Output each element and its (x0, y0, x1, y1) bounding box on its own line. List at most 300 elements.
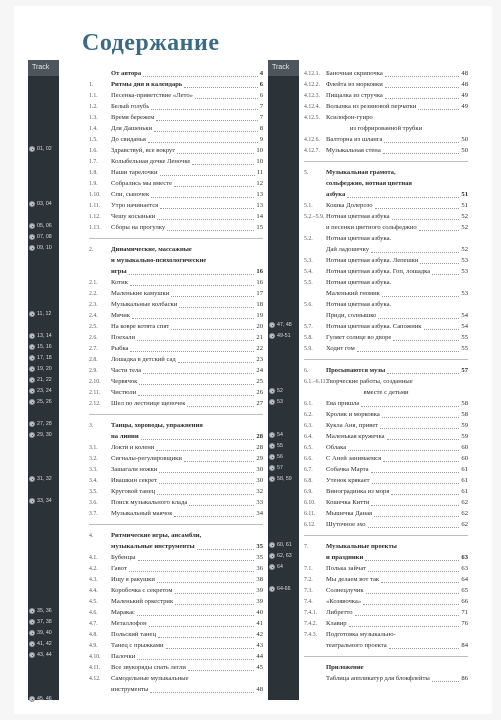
toc-entry-title: Спи, сыночек (111, 191, 150, 198)
toc-entry (304, 122, 468, 133)
toc-entry (304, 617, 468, 628)
toc-entry-number: 2.1. (89, 280, 98, 286)
toc-entry (89, 463, 263, 474)
toc-entry (304, 518, 468, 529)
toc-entry (304, 298, 468, 309)
toc-section-heading (304, 166, 468, 177)
toc-entry-number: 4.11. (89, 665, 101, 671)
toc-leader-dots (184, 461, 255, 462)
toc-leader-dots (138, 395, 254, 396)
track-number-label: 39, 40 (37, 630, 52, 636)
track-number (28, 364, 59, 375)
toc-entry-number: 5.2.–5.9. (304, 214, 325, 220)
toc-entry-number: 5.1. (304, 203, 313, 209)
toc-section-heading (89, 265, 263, 276)
toc-page-number: 27 (256, 400, 263, 407)
toc-entry (304, 397, 468, 408)
toc-entry-number: 4.12.1. (304, 71, 320, 77)
toc-leader-dots (159, 472, 254, 473)
toc-entry-title: Баночная скрипочка (326, 70, 383, 77)
toc-entry (89, 639, 263, 650)
track-column-right (268, 60, 299, 700)
toc-entry-number: 4.12.4. (304, 104, 320, 110)
toc-entry (89, 595, 263, 606)
toc-page-number: 25 (256, 378, 263, 385)
track-number-label: 19, 20 (37, 366, 52, 372)
toc-entry-number: 4.10. (89, 654, 101, 660)
toc-page-number: 19 (256, 312, 263, 319)
toc-entry (304, 628, 468, 639)
toc-entry-title: Маракас (111, 609, 135, 616)
track-number-label: 49-51 (277, 333, 291, 339)
toc-page-number: 48 (256, 686, 263, 693)
track-number-label: 64 (277, 564, 283, 570)
toc-leader-dots (355, 615, 460, 616)
toc-column-left (89, 67, 263, 697)
toc-entry-title: Танцы, хороводы, упражнения (111, 422, 203, 429)
toc-entry-number: 5.9. (304, 346, 313, 352)
toc-leader-dots (157, 219, 254, 220)
toc-page-number: 7 (259, 114, 263, 121)
track-number-label: 56 (277, 454, 283, 460)
toc-section-heading (89, 540, 263, 551)
toc-section-heading (304, 551, 468, 562)
toc-entry (89, 617, 263, 628)
toc-leader-dots (348, 450, 459, 451)
track-number (28, 353, 59, 364)
toc-leader-dots (132, 318, 254, 319)
toc-leader-dots (385, 76, 460, 77)
toc-entry-title: Нотная цветная азбука. (326, 235, 392, 242)
toc-entry-title: Ритмические игры, ансамбли, (111, 532, 202, 539)
toc-leader-dots (137, 615, 254, 616)
toc-leader-dots (171, 329, 254, 330)
toc-entry-number: 7.4.2. (304, 621, 318, 627)
toc-entry-number: 1.8. (89, 170, 98, 176)
cd-icon (29, 432, 35, 438)
toc-leader-dots (175, 604, 254, 605)
toc-entry-title: Рыбка (111, 345, 129, 352)
toc-entry-title: Нотная цветная азбука. Гоп, лошадка (326, 268, 431, 275)
toc-entry-title: Приложение (326, 664, 364, 671)
toc-entry-title: Наши тарелочки (111, 169, 158, 176)
toc-entry (304, 89, 468, 100)
toc-entry-title: Ксилофон-гуиро (326, 114, 373, 121)
toc-section-heading (89, 430, 263, 441)
toc-leader-dots (368, 571, 459, 572)
toc-section-heading (89, 254, 263, 265)
toc-page-number: 33 (256, 499, 263, 506)
toc-leader-dots (432, 274, 459, 275)
toc-entry (89, 188, 263, 199)
track-header-left: Track (28, 60, 59, 76)
toc-page-number: 32 (256, 488, 263, 495)
cd-icon (29, 234, 35, 240)
toc-leader-dots (385, 87, 460, 88)
toc-leader-dots (141, 439, 255, 440)
toc-leader-dots (419, 230, 460, 231)
toc-entry (304, 496, 468, 507)
toc-entry-title: из гофрированной трубки (349, 125, 423, 132)
track-number (28, 628, 59, 639)
toc-entry-number: 1.11. (89, 203, 101, 209)
cd-icon (29, 476, 35, 482)
toc-entry-title: инструменты (111, 686, 149, 693)
toc-page-number: 10 (256, 158, 263, 165)
toc-page-number: 45 (256, 664, 263, 671)
toc-leader-dots (187, 406, 254, 407)
track-number (268, 452, 299, 463)
track-number-label: 01, 02 (37, 146, 52, 152)
toc-entry-number: 7.3. (304, 588, 313, 594)
toc-leader-dots (174, 516, 254, 517)
toc-entry (89, 100, 263, 111)
toc-page-number: 29 (256, 455, 263, 462)
track-number-label: 17, 18 (37, 355, 52, 361)
toc-entry-title: и музыкально-психологические (111, 257, 207, 264)
toc-leader-dots (174, 186, 254, 187)
track-number-label: 53 (277, 399, 283, 405)
toc-entry-title: Собачка Марта (326, 466, 369, 473)
toc-page-number: 58 (461, 411, 468, 418)
toc-entry (304, 232, 468, 243)
toc-entry (304, 595, 468, 606)
toc-leader-dots (171, 296, 254, 297)
track-number (28, 650, 59, 661)
toc-entry-title: Танец с прыжками (111, 642, 164, 649)
toc-page-number: 54 (461, 323, 468, 330)
cd-icon (269, 454, 275, 460)
toc-entry-title: Чешу косыньки (111, 213, 156, 220)
toc-entry-title: Приди, солнышко (326, 312, 377, 319)
toc-section-heading (89, 419, 263, 430)
toc-leader-dots (158, 637, 254, 638)
toc-page-number: 66 (461, 598, 468, 605)
toc-entry (304, 111, 468, 122)
toc-entry-number: 7.4. (304, 599, 313, 605)
toc-entry-number: 2. (89, 247, 94, 253)
toc-entry-number: 1.1. (89, 93, 98, 99)
track-number (28, 419, 59, 430)
toc-entry-title: Ходит гом (326, 345, 355, 352)
toc-entry-title: Мячик (111, 312, 130, 319)
toc-leader-dots (418, 109, 459, 110)
toc-page-number: 43 (256, 642, 263, 649)
track-number (28, 309, 59, 320)
toc-page-number: 23 (256, 356, 263, 363)
toc-entry-title: Дай ладошечку (326, 246, 370, 253)
cd-icon (29, 333, 35, 339)
toc-leader-dots (160, 208, 254, 209)
toc-entry-number: 7.4.3. (304, 632, 318, 638)
toc-page-number: 16 (256, 268, 263, 275)
toc-entry-title: на линии (111, 433, 139, 440)
cd-icon (269, 542, 275, 548)
track-number-label: 35, 36 (37, 608, 52, 614)
toc-entry-title: Бубенцы (111, 554, 136, 561)
toc-entry (89, 166, 263, 177)
toc-page-number: 35 (256, 554, 263, 561)
toc-entry-number: 4.12. (89, 676, 101, 682)
track-number-label: 25, 26 (37, 399, 52, 405)
toc-entry-number: 2.8. (89, 357, 98, 363)
section-divider (304, 161, 468, 162)
toc-leader-dots (150, 692, 254, 693)
toc-leader-dots (156, 120, 257, 121)
cd-icon (29, 399, 35, 405)
toc-page-number: 76 (461, 620, 468, 627)
toc-entry-title: Просыпаются музы (326, 367, 386, 374)
toc-entry-title: Музыкальные проекты (326, 543, 397, 550)
toc-entry-title: Маленькая кружечка (326, 433, 385, 440)
toc-leader-dots (149, 626, 255, 627)
toc-entry-title: Утро начинается (111, 202, 159, 209)
toc-entry-number: 5.7. (304, 324, 313, 330)
toc-entry (89, 474, 263, 485)
toc-entry (89, 606, 263, 617)
toc-page-number: 7 (259, 103, 263, 110)
toc-entry-number: 2.2. (89, 291, 98, 297)
toc-page-number: 54 (461, 312, 468, 319)
toc-entry-title: Котик (111, 279, 128, 286)
cd-icon (269, 465, 275, 471)
toc-entry (304, 485, 468, 496)
toc-page-number: 62 (461, 510, 468, 517)
toc-entry (89, 342, 263, 353)
toc-entry-number: 6.11. (304, 511, 316, 517)
track-number (28, 375, 59, 386)
toc-entry-number: 4.12.6. (304, 137, 320, 143)
toc-entry (89, 89, 263, 100)
toc-leader-dots (372, 483, 460, 484)
toc-leader-dots (371, 252, 459, 253)
toc-entry-number: 6.1. (304, 401, 313, 407)
toc-entry-number: 4.4. (89, 588, 98, 594)
toc-entry-number: 3.4. (89, 478, 98, 484)
toc-entry (89, 672, 263, 683)
toc-leader-dots (378, 318, 459, 319)
toc-page-number: 62 (461, 521, 468, 528)
toc-page-number: 14 (256, 213, 263, 220)
toc-entry (304, 606, 468, 617)
track-number (268, 540, 299, 551)
toc-entry-number: 2.12. (89, 401, 101, 407)
toc-entry (89, 496, 263, 507)
toc-page-number: 9 (259, 136, 263, 143)
toc-page-number: 13 (256, 191, 263, 198)
toc-entry-title: Динамические, массажные (111, 246, 192, 253)
toc-page-number: 4 (259, 70, 263, 77)
toc-entry (304, 199, 468, 210)
toc-page-number: 65 (461, 587, 468, 594)
toc-entry (304, 419, 468, 430)
toc-entry-title: Металлофон (111, 620, 147, 627)
toc-entry-number: 4.5. (89, 599, 98, 605)
toc-page-number: 51 (461, 191, 468, 198)
toc-entry-number: 5.8. (304, 335, 313, 341)
cd-icon (269, 586, 275, 592)
toc-entry (89, 122, 263, 133)
toc-entry (89, 199, 263, 210)
toc-entry-title: и песенки цветного сольфеджио (326, 224, 417, 231)
toc-leader-dots (129, 274, 255, 275)
track-number-label: 07, 08 (37, 234, 52, 240)
toc-page-number: 58 (461, 400, 468, 407)
toc-entry-title: Круговой танец (111, 488, 156, 495)
toc-entry (304, 441, 468, 452)
toc-entry-number: 6.12. (304, 522, 316, 528)
track-number (268, 441, 299, 452)
toc-entry-title: Гавот (111, 565, 127, 572)
toc-entry (304, 265, 468, 276)
toc-entry-number: 6.8. (304, 478, 313, 484)
toc-entry (304, 144, 468, 155)
cd-icon (29, 498, 35, 504)
toc-leader-dots (192, 164, 254, 165)
toc-entry (304, 342, 468, 353)
cd-icon (29, 619, 35, 625)
toc-entry-number: 2.7. (89, 346, 98, 352)
toc-leader-dots (371, 472, 460, 473)
toc-entry-number: 1.13. (89, 225, 101, 231)
track-number (28, 144, 59, 155)
toc-leader-dots (375, 208, 460, 209)
cd-icon (29, 344, 35, 350)
toc-entry (304, 221, 468, 232)
track-number (28, 221, 59, 232)
toc-entry-title: Нотная цветная азбука. Сапожник (326, 323, 422, 330)
toc-leader-dots (151, 109, 257, 110)
track-number-label: 03, 04 (37, 201, 52, 207)
toc-section-heading (304, 188, 468, 199)
cd-icon (29, 146, 35, 152)
toc-entry-title: вместе с детьми (363, 389, 409, 396)
toc-entry (89, 353, 263, 364)
toc-entry-number: 5.5. (304, 280, 313, 286)
track-number-label: 52 (277, 388, 283, 394)
toc-entry-number: 6.7. (304, 467, 313, 473)
toc-entry-number: 7. (304, 544, 309, 550)
toc-entry-title: игры (111, 268, 127, 275)
toc-entry-title: Полька зайчат (326, 565, 366, 572)
cd-icon (29, 421, 35, 427)
toc-entry (89, 507, 263, 518)
toc-entry-number: 6.5. (304, 445, 313, 451)
toc-page-number: 60 (461, 444, 468, 451)
track-number (28, 232, 59, 243)
toc-page-number: 11 (256, 169, 263, 176)
track-number (268, 320, 299, 331)
toc-entry-number: 7.4.1. (304, 610, 318, 616)
toc-entry (304, 78, 468, 89)
toc-entry-number: 2.3. (89, 302, 98, 308)
track-number (268, 463, 299, 474)
toc-leader-dots (392, 219, 460, 220)
track-number (268, 386, 299, 397)
toc-entry-title: Ищу я ракушки (111, 576, 155, 583)
track-number (268, 331, 299, 342)
track-number (28, 243, 59, 254)
toc-entry (304, 276, 468, 287)
toc-entry-number: 4.3. (89, 577, 98, 583)
track-header-right: Track (268, 60, 299, 76)
toc-page-number: 10 (256, 147, 263, 154)
track-column-left (28, 60, 59, 700)
toc-entry-number: 5.4. (304, 269, 313, 275)
toc-entry (89, 397, 263, 408)
toc-entry-title: Флейта из морковки (326, 81, 383, 88)
track-number-label: 41, 42 (37, 641, 52, 647)
track-number (268, 474, 299, 485)
toc-entry-title: Клавир (326, 620, 347, 627)
toc-leader-dots (384, 142, 459, 143)
toc-entry (89, 331, 263, 342)
cd-icon (29, 201, 35, 207)
toc-entry-title: Шел по лестнице щеночек (111, 400, 186, 407)
track-number (28, 474, 59, 485)
toc-entry-number: 4.12.5. (304, 115, 320, 121)
toc-entry (304, 210, 468, 221)
track-number-label: 55 (277, 443, 283, 449)
toc-page-number: 18 (256, 301, 263, 308)
toc-page-number: 53 (461, 268, 468, 275)
toc-leader-dots (381, 582, 459, 583)
track-number (28, 496, 59, 507)
toc-leader-dots (382, 417, 460, 418)
toc-leader-dots (432, 681, 460, 682)
toc-leader-dots (156, 450, 254, 451)
toc-page-number: 40 (256, 609, 263, 616)
toc-entry-title: Кошечка Китти (326, 499, 370, 506)
toc-entry-title: Песенка-приветствие «Лето» (111, 92, 193, 99)
toc-entry (304, 452, 468, 463)
toc-entry-title: Чистюли (111, 389, 137, 396)
cd-icon (269, 333, 275, 339)
toc-page-number: 59 (461, 433, 468, 440)
toc-entry-title: и праздники (326, 554, 364, 561)
toc-entry (89, 573, 263, 584)
toc-page-number: 57 (461, 367, 468, 374)
cd-icon (29, 245, 35, 251)
section-divider (304, 535, 468, 536)
toc-leader-dots (157, 494, 254, 495)
toc-entry-number: 4.1. (89, 555, 98, 561)
toc-entry (89, 221, 263, 232)
toc-entry-number: 7.2. (304, 577, 313, 583)
track-number-label: 09, 10 (37, 245, 52, 251)
toc-entry (304, 309, 468, 320)
toc-page-number: 60 (461, 455, 468, 462)
cd-icon (29, 652, 35, 658)
track-number (28, 694, 59, 705)
toc-page-number: 38 (256, 576, 263, 583)
toc-page-number: 35 (256, 543, 263, 550)
cd-icon (269, 553, 275, 559)
toc-page-number: 63 (461, 554, 468, 561)
toc-leader-dots (368, 527, 460, 528)
toc-entry-number: 4. (89, 533, 94, 539)
track-number-label: 47, 48 (277, 322, 292, 328)
toc-entry-title: Ивашкин секрет (111, 477, 157, 484)
toc-leader-dots (139, 384, 254, 385)
toc-entry-title: Червячок (111, 378, 138, 385)
toc-entry-number: 3. (89, 423, 94, 429)
toc-page-number: 26 (256, 389, 263, 396)
track-number-label: 11, 12 (37, 311, 52, 317)
toc-page-number: 12 (256, 180, 263, 187)
toc-entry-title: Поехали (111, 334, 135, 341)
toc-page-number: 6 (259, 81, 263, 88)
